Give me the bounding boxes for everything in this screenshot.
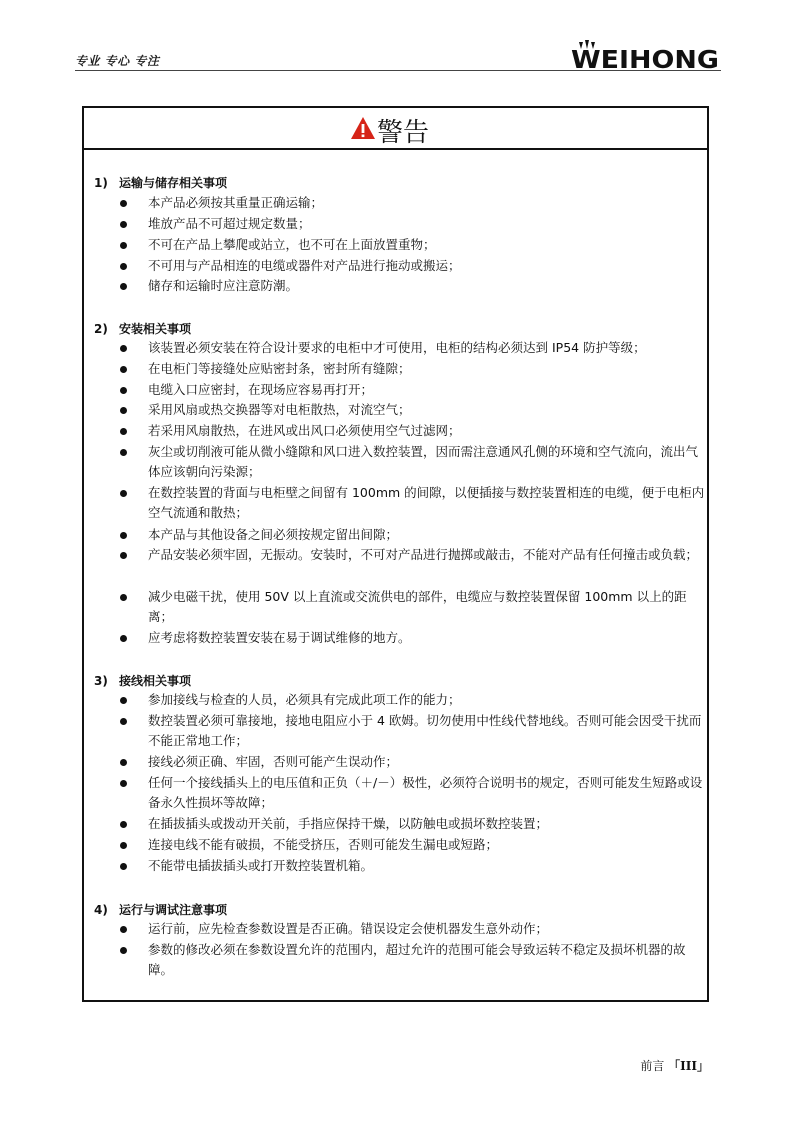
bullet-icon — [120, 200, 127, 207]
section-4-heading: 4) 运行与调试注意事项 — [94, 903, 228, 917]
list-item: 本产品必须按其重量正确运输； — [120, 193, 706, 213]
list-item: 采用风扇或热交换器等对电柜散热，对流空气； — [120, 400, 706, 420]
bullet-icon — [120, 552, 127, 559]
list-item: 不可在产品上攀爬或站立，也不可在上面放置重物； — [120, 235, 706, 255]
list-item: 任何一个接线插头上的电压值和正负（＋/－）极性，必须符合说明书的规定，否则可能发生短路或设备永久性损坏等故障； — [120, 773, 706, 813]
list-item: 产品安装必须牢固，无振动。安装时，不可对产品进行抛掷或敲击，不能对产品有任何撞击或负载； — [120, 545, 706, 565]
bullet-icon — [120, 449, 127, 456]
list-item: 储存和运输时应注意防潮。 — [120, 276, 706, 296]
bullet-icon — [120, 759, 127, 766]
list-item: 在插拔插头或拨动开关前，手指应保持干燥，以防触电或损坏数控装置； — [120, 814, 706, 834]
bullet-icon — [120, 428, 127, 435]
list-item: 连接电线不能有破损，不能受挤压，否则可能发生漏电或短路； — [120, 835, 706, 855]
list-item: 应考虑将数控装置安装在易于调试维修的地方。 — [120, 628, 706, 648]
list-item: 参加接线与检查的人员，必须具有完成此项工作的能力； — [120, 690, 706, 710]
bullet-icon — [120, 283, 127, 290]
bullet-icon — [120, 821, 127, 828]
list-item: 在电柜门等接缝处应贴密封条，密封所有缝隙； — [120, 359, 706, 379]
warning-triangle-icon — [350, 116, 376, 140]
list-item: 减少电磁干扰，使用 50V 以上直流或交流供电的部件，电缆应与数控装置保留 100mm 以上的距离； — [120, 587, 706, 627]
list-item: 数控装置必须可靠接地，接地电阻应小于 4 欧姆。切勿使用中性线代替地线。否则可能会因受干扰而不能正常地工作； — [120, 711, 706, 751]
page-footer — [640, 1057, 709, 1074]
list-item: 若采用风扇散热，在进风或出风口必须使用空气过滤网； — [120, 421, 706, 441]
slogan: 专业 专心 专注 — [75, 54, 160, 68]
bullet-icon — [120, 532, 127, 539]
bullet-icon — [120, 780, 127, 787]
bullet-icon — [120, 221, 127, 228]
bullet-icon — [120, 697, 127, 704]
bullet-icon — [120, 366, 127, 373]
list-item: 堆放产品不可超过规定数量； — [120, 214, 706, 234]
list-item: 不能带电插拔插头或打开数控装置机箱。 — [120, 856, 706, 876]
weihong-logo — [571, 40, 721, 70]
list-item: 灰尘或切削液可能从微小缝隙和风口进入数控装置，因而需注意通风孔侧的环境和空气流向，流出气体应该朝向污染源； — [120, 442, 706, 482]
list-item: 电缆入口应密封，在现场应容易再打开； — [120, 380, 706, 400]
bullet-icon — [120, 242, 127, 249]
header-divider — [75, 70, 721, 71]
bullet-icon — [120, 842, 127, 849]
bullet-icon — [120, 594, 127, 601]
bullet-icon — [120, 718, 127, 725]
warning-notice-box — [82, 106, 709, 1002]
svg-text:WEIHONG: WEIHONG — [571, 45, 719, 70]
page-number: 「III」 — [668, 1059, 709, 1073]
bullet-icon — [120, 926, 127, 933]
list-item: 该装置必须安装在符合设计要求的电柜中才可使用，电柜的结构必须达到 IP54 防护等级； — [120, 338, 706, 358]
footer-label: 前言 — [640, 1059, 665, 1073]
bullet-icon — [120, 863, 127, 870]
list-item: 参数的修改必须在参数设置允许的范围内，超过允许的范围可能会导致运转不稳定及损坏机器的故障。 — [120, 940, 706, 980]
list-item: 不可用与产品相连的电缆或器件对产品进行拖动或搬运； — [120, 256, 706, 276]
bullet-icon — [120, 387, 127, 394]
section-2-heading: 2) 安装相关事项 — [94, 322, 192, 336]
bullet-icon — [120, 263, 127, 270]
notice-title: 警告 — [377, 118, 430, 148]
section-3-heading: 3) 接线相关事项 — [94, 674, 192, 688]
list-item: 本产品与其他设备之间必须按规定留出间隙； — [120, 525, 706, 545]
list-item: 运行前，应先检查参数设置是否正确。错误设定会使机器发生意外动作； — [120, 919, 706, 939]
list-item: 接线必须正确、牢固，否则可能产生误动作； — [120, 752, 706, 772]
notice-title-row — [84, 108, 707, 150]
bullet-icon — [120, 635, 127, 642]
section-1-heading: 1) 运输与储存相关事项 — [94, 176, 228, 190]
bullet-icon — [120, 407, 127, 414]
bullet-icon — [120, 947, 127, 954]
bullet-icon — [120, 345, 127, 352]
list-item: 在数控装置的背面与电柜壁之间留有 100mm 的间隙，以便插接与数控装置相连的电缆，便于电柜内空气流通和散热； — [120, 483, 706, 523]
page-header — [75, 40, 721, 70]
bullet-icon — [120, 490, 127, 497]
